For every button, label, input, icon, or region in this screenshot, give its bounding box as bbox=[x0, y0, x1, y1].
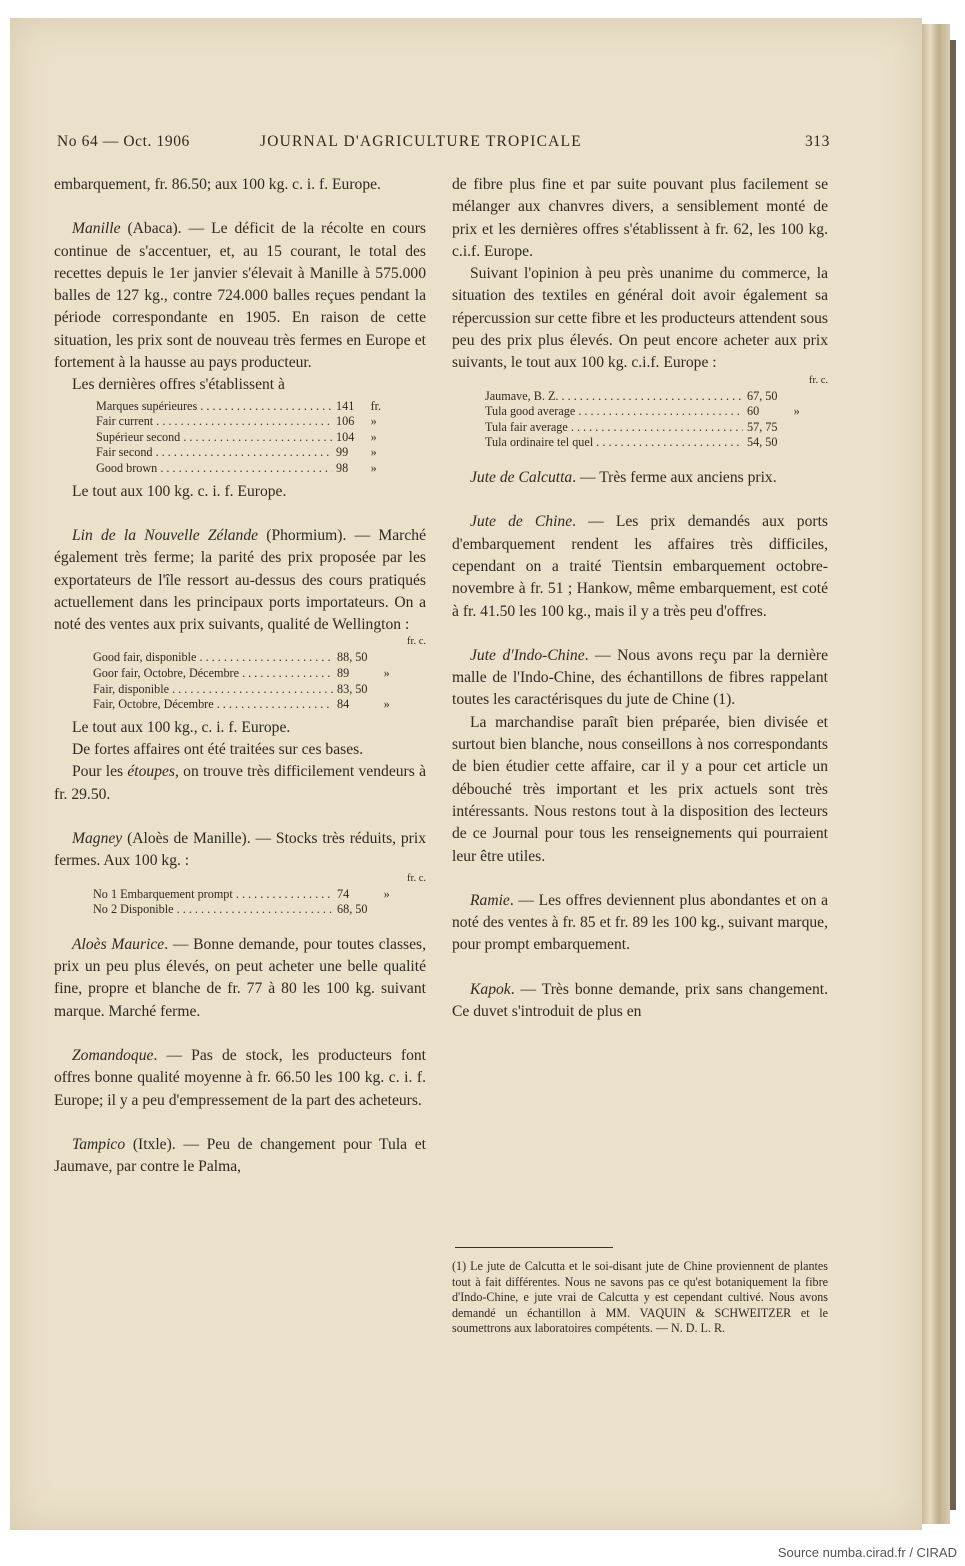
aloes-title: Aloès Maurice bbox=[72, 935, 165, 953]
manille-paragraph bbox=[54, 218, 426, 374]
journal-title: JOURNAL D'AGRICULTURE TROPICALE bbox=[260, 133, 582, 150]
footnote: (1) Le jute de Calcutta et le soi-disant jute de Chine proviennent de plantes tout à fait différentes. Nous ne savons pas ce qu'est botaniquement la fibre d'Indo-Chine, e jute vrai de Calcutta y est cependant cultivé. Nous avons demandé un échantillon à MM. VAQUIN & SCHWEITZER et le soumettrons aux laboratoires compétents. — N. D. L. R. bbox=[452, 1259, 828, 1336]
indochine-text: . — Nous avons reçu par la dernière malle de l'Indo-Chine, des échantillons de fibres rappelant toutes les caractérisques du jute de Chine (1). bbox=[452, 646, 828, 709]
price-row bbox=[96, 430, 388, 446]
manille-price-table bbox=[96, 399, 388, 477]
chine-title: Jute de Chine bbox=[470, 513, 573, 531]
price-label: Tula good average . . . bbox=[485, 404, 743, 420]
chine-text: . — Les prix demandés aux ports d'embarquement rendent les affaires très difficiles, cependant on a traité Tientsin embarquement octobre-novembre à fr. 51 ; Hankow, même embarquement, est coté à fr. 41.50 les 100 kg., mais il y a très peu d'offres. bbox=[452, 513, 828, 620]
price-row bbox=[96, 414, 388, 430]
price-unit bbox=[376, 682, 393, 698]
left-column bbox=[54, 174, 426, 1178]
price-label: Fair current . . . bbox=[96, 414, 332, 430]
tampico-price-table bbox=[485, 389, 803, 451]
issue-date: No 64 — Oct. 1906 bbox=[57, 133, 190, 150]
price-unit: » bbox=[383, 666, 390, 681]
price-value: 141 bbox=[336, 398, 355, 413]
price-value: 54, 50 bbox=[747, 435, 778, 450]
lin-unit-head: fr. c. bbox=[407, 636, 426, 648]
kapok-text: . — Très bonne demande, prix sans changement. Ce duvet s'introduit de plus en bbox=[452, 980, 828, 1020]
magney-unit-head: fr. c. bbox=[407, 872, 426, 884]
aloes-paragraph bbox=[54, 934, 426, 1023]
manille-price-rows bbox=[96, 399, 388, 477]
price-row bbox=[96, 461, 388, 477]
price-value: 104 bbox=[336, 429, 355, 444]
calcutta-text: . — Très ferme aux anciens prix. bbox=[572, 469, 777, 487]
magney-price-rows bbox=[93, 887, 393, 918]
magney-title: Magney bbox=[72, 829, 123, 847]
indochine-title: Jute d'Indo-Chine bbox=[470, 646, 585, 664]
indochine-paragraph-2: La marchandise paraît bien préparée, bien divisée et surtout bien blanche, nous conseillons à nos correspondants de bien étudier cette affaire, car il y a pour cet article un débouché très important et les prix actuels sont très intéressants. Nous restons tout à la disposition des lecteurs de ce Journal pour tous les renseignements qui pourraient leur être utiles. bbox=[452, 713, 828, 865]
price-label: Fair, disponible . . . bbox=[93, 682, 333, 698]
magney-price-table bbox=[93, 887, 393, 918]
price-unit: » bbox=[370, 445, 377, 460]
lin-p3-start: Pour les bbox=[72, 763, 128, 781]
price-row bbox=[485, 435, 803, 451]
lin-text: (Phormium). — Marché également très ferme; la parité des prix proposée par les exportateurs de l'île ressort au-dessus des cours pratiqués actuellement dans les principaux ports importateurs. On a noté des ventes aux prix suivants, qualité de Wellington : bbox=[54, 526, 426, 634]
price-label: Fair, Octobre, Décembre . . . bbox=[93, 697, 333, 713]
lin-price-rows bbox=[93, 650, 393, 712]
price-label: Supérieur second . . . bbox=[96, 430, 332, 446]
right-column bbox=[452, 174, 828, 1023]
price-label: Tula fair average . . . bbox=[485, 420, 743, 436]
magney-paragraph bbox=[54, 828, 426, 873]
page-edge-shadow bbox=[950, 40, 956, 1510]
price-label: Good fair, disponible . . . bbox=[93, 650, 333, 666]
price-row bbox=[93, 682, 393, 698]
price-value: 60 bbox=[747, 404, 760, 419]
price-value: 89 bbox=[337, 666, 350, 681]
price-unit: » bbox=[370, 414, 377, 429]
price-row bbox=[93, 697, 393, 713]
indochine-paragraph bbox=[452, 645, 828, 712]
chine-paragraph bbox=[452, 511, 828, 622]
paragraph: Suivant l'opinion à peu près unanime du commerce, la situation des textiles en général doit avoir également sa répercussion sur cette fibre et les producteurs attendent sous peu des prix plus élevés. On peut encore acheter aux prix suivants, le tout aux 100 kg. c.i.f. Europe : bbox=[452, 265, 828, 372]
price-label: Good brown . . . bbox=[96, 461, 332, 477]
price-row bbox=[93, 666, 393, 682]
price-row bbox=[485, 420, 803, 436]
zomandoque-title: Zomandoque bbox=[72, 1046, 154, 1064]
zomandoque-text: . — Pas de stock, les producteurs font offres bonne qualité moyenne à fr. 66.50 les 100 kg. c. i. f. Europe; il y a peu d'empressement de la part des acheteurs. bbox=[54, 1046, 426, 1109]
price-label: Goor fair, Octobre, Décembre . . . bbox=[93, 666, 333, 682]
tampico-title: Tampico bbox=[72, 1135, 126, 1153]
kapok-title: Kapok bbox=[470, 980, 511, 998]
price-label: Tula ordinaire tel quel . . . bbox=[485, 435, 743, 451]
ramie-text: . — Les offres deviennent plus abondantes et on a noté des ventes à fr. 85 et fr. 89 les 100 kg., suivant marque, pour prompt embarquement. bbox=[452, 891, 828, 954]
lin-paragraph-3 bbox=[54, 761, 426, 806]
lin-price-table bbox=[93, 650, 393, 712]
footnote-rule bbox=[455, 1247, 613, 1248]
lin-title: Lin de la Nouvelle Zélande bbox=[72, 526, 259, 544]
price-label: No 1 Embarquement prompt . . . bbox=[93, 887, 333, 903]
magney-text: (Aloès de Manille). — Stocks très réduits, prix fermes. Aux 100 kg. : bbox=[54, 829, 426, 870]
ramie-paragraph bbox=[452, 890, 828, 957]
calcutta-paragraph bbox=[452, 467, 828, 489]
paragraph: embarquement, fr. 86.50; aux 100 kg. c. i. f. Europe. bbox=[54, 176, 381, 193]
kapok-paragraph bbox=[452, 979, 828, 1024]
price-unit: fr. bbox=[370, 398, 382, 413]
price-value: 84 bbox=[337, 697, 350, 712]
price-unit: » bbox=[370, 461, 377, 476]
manille-title: Manille bbox=[72, 220, 121, 238]
zomandoque-paragraph bbox=[54, 1045, 426, 1112]
tampico-text: (Itxle). — Peu de changement pour Tula et Jaumave, par contre le Palma, bbox=[54, 1135, 426, 1176]
price-row bbox=[485, 404, 803, 420]
price-unit: » bbox=[383, 886, 390, 901]
page-number: 313 bbox=[804, 133, 830, 150]
lin-paragraph bbox=[54, 525, 426, 636]
price-unit bbox=[376, 650, 393, 666]
running-header bbox=[57, 133, 830, 153]
price-unit: » bbox=[370, 429, 377, 444]
page-edge bbox=[922, 24, 950, 1524]
price-row bbox=[96, 399, 388, 415]
price-value: 99 bbox=[336, 445, 349, 460]
paragraph: de fibre plus fine et par suite pouvant plus facilement se mélanger aux chanvres divers, a sensiblement monté de prix et les dernières offres s'établissent à fr. 62, les 100 kg. c.i.f. Europe. bbox=[452, 176, 828, 260]
price-unit: » bbox=[383, 697, 390, 712]
price-value: 98 bbox=[336, 461, 349, 476]
lin-close: Le tout aux 100 kg., c. i. f. Europe. bbox=[72, 718, 291, 736]
price-row bbox=[93, 902, 393, 918]
price-row bbox=[485, 389, 803, 405]
price-label: Fair second . . . bbox=[96, 445, 332, 461]
price-unit bbox=[376, 902, 393, 918]
price-unit bbox=[786, 389, 803, 405]
manille-close: Le tout aux 100 kg. c. i. f. Europe. bbox=[72, 482, 287, 500]
tampico-unit-head: fr. c. bbox=[809, 374, 828, 386]
aloes-text: . — Bonne demande, pour toutes classes, prix un peu plus élevés, on peut acheter une belle qualité fine, propre et blanche de fr. 77 à 80 les 100 kg. suivant marque. Marché ferme. bbox=[54, 935, 426, 1020]
tampico-price-rows bbox=[485, 389, 803, 451]
price-unit bbox=[786, 435, 803, 451]
price-value: 88, 50 bbox=[337, 650, 368, 665]
price-label: No 2 Disponible . . . bbox=[93, 902, 333, 918]
source-credit: Source numba.cirad.fr / CIRAD bbox=[777, 1545, 957, 1560]
price-row bbox=[93, 650, 393, 666]
manille-intro: Les dernières offres s'établissent à bbox=[72, 376, 285, 394]
price-value: 67, 50 bbox=[747, 388, 778, 403]
price-value: 106 bbox=[336, 414, 355, 429]
ramie-title: Ramie bbox=[470, 891, 510, 909]
price-value: 68, 50 bbox=[337, 902, 368, 917]
lin-paragraph-2: De fortes affaires ont été traitées sur ces bases. bbox=[72, 741, 364, 759]
price-value: 83, 50 bbox=[337, 681, 368, 696]
price-unit bbox=[786, 420, 803, 436]
price-row bbox=[93, 887, 393, 903]
price-row bbox=[96, 445, 388, 461]
manille-text: (Abaca). — Le déficit de la récolte en cours continue de s'accentuer, et, au 15 courant, le total des recettes depuis le 1er janvier s'élevait à Manille à 575.000 balles de 127 kg., contre 724.000 balles reçues pendant la période correspondante en 1905. En raison de cette situation, les prix sont de nouveau très fermes en Europe et fortement à la hausse au pays producteur. bbox=[54, 220, 426, 372]
price-label: Jaumave, B. Z. . . . bbox=[485, 389, 743, 405]
price-value: 74 bbox=[337, 886, 350, 901]
price-label: Marques supérieures . . . bbox=[96, 399, 332, 415]
tampico-paragraph bbox=[54, 1134, 426, 1179]
lin-p3-end: , on trouve très difficilement vendeurs à fr. 29.50. bbox=[54, 763, 427, 803]
calcutta-title: Jute de Calcutta bbox=[470, 469, 573, 487]
price-unit: » bbox=[793, 404, 800, 419]
etoupes-term: étoupes bbox=[127, 763, 175, 781]
price-value: 57, 75 bbox=[747, 419, 778, 434]
